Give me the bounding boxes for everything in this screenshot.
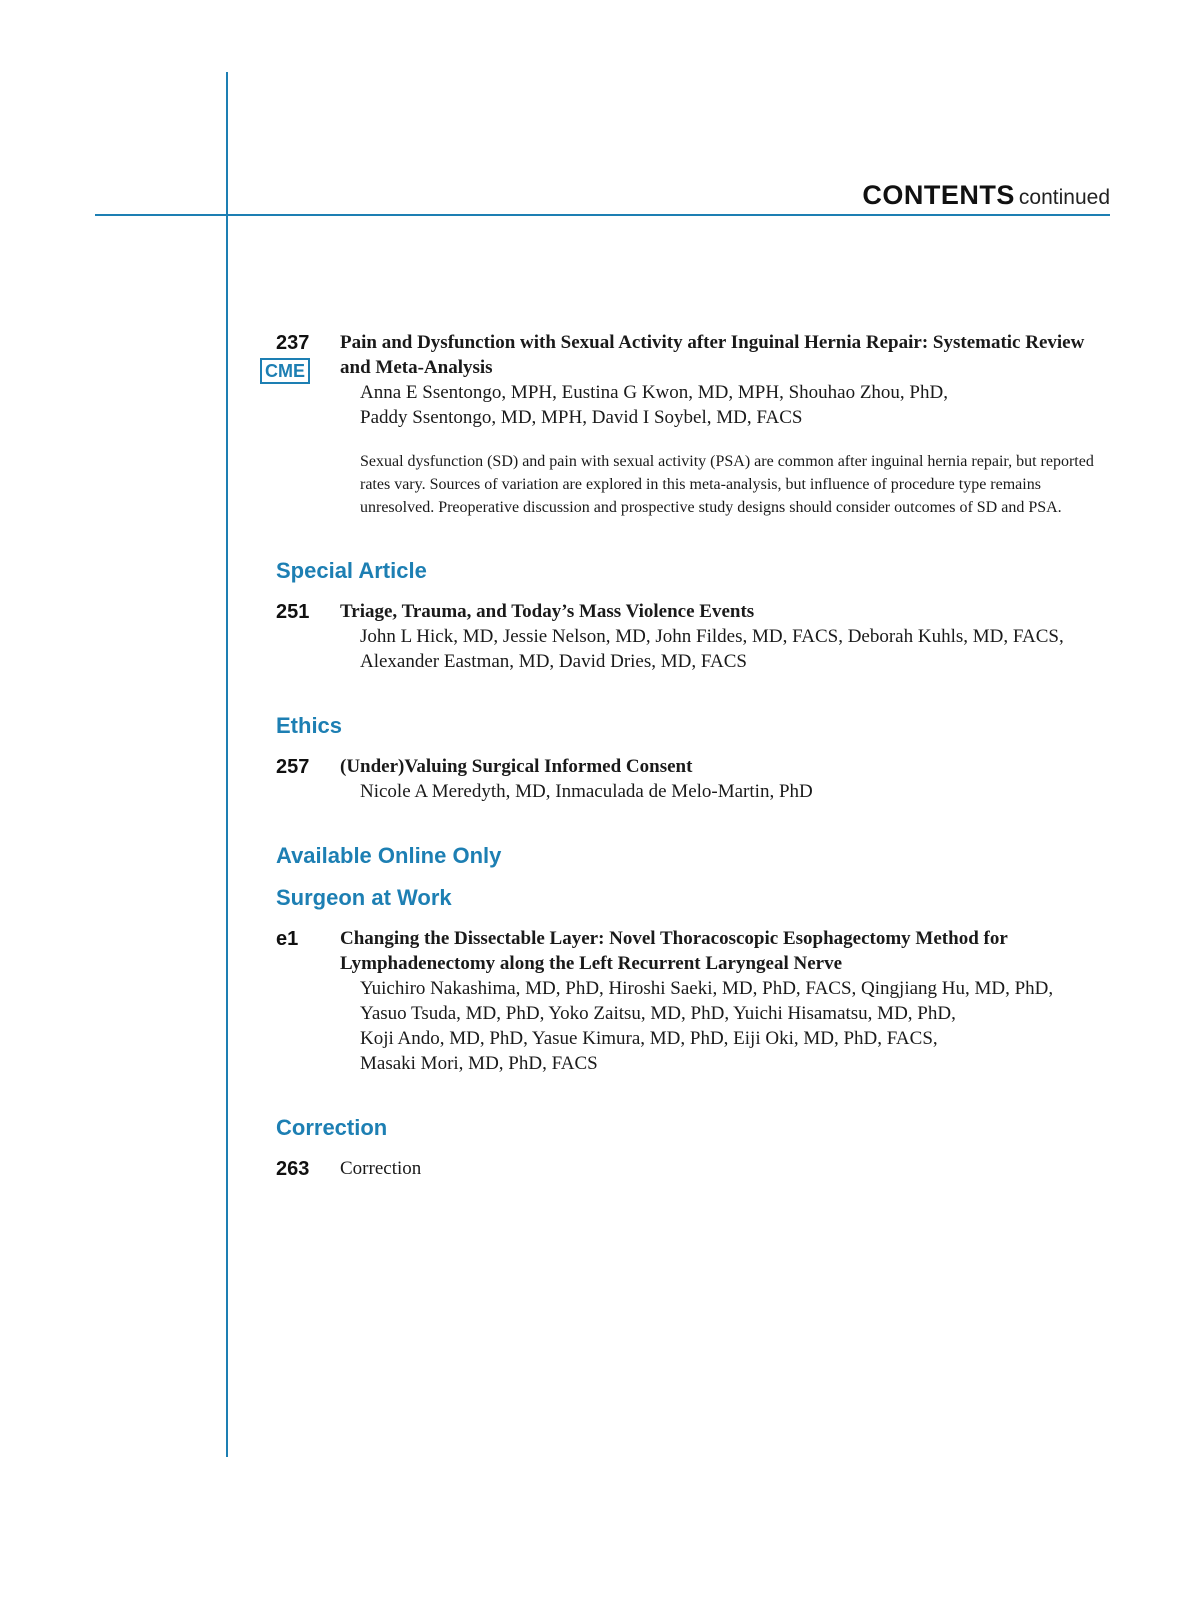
article-authors-line: Yasuo Tsuda, MD, PhD, Yoko Zaitsu, MD, PhD, Yuichi Hisamatsu, MD, PhD, [360, 1003, 956, 1024]
toc-entry-237 [265, 330, 1111, 519]
article-title[interactable]: Triage, Trauma, and Today’s Mass Violence Events [340, 601, 755, 622]
toc-entry-e1 [276, 926, 1111, 1076]
article-title[interactable]: Correction [340, 1158, 422, 1179]
page-number: 257 [276, 756, 310, 778]
section-heading-surgeon-at-work: Surgeon at Work [276, 885, 452, 910]
contents-list [265, 330, 1111, 1181]
article-title[interactable]: Pain and Dysfunction with Sexual Activity after Inguinal Hernia Repair: Systematic Review and Meta-Analysis [340, 332, 1085, 378]
page-number: e1 [276, 928, 299, 950]
article-authors-line: Nicole A Meredyth, MD, Inmaculada de Melo-Martin, PhD [360, 781, 813, 802]
cme-badge: CME [260, 358, 310, 384]
page-number: 237 [276, 332, 310, 354]
page-header [862, 180, 1110, 211]
section-heading-ethics: Ethics [276, 713, 343, 738]
article-authors-line: Paddy Ssentongo, MD, MPH, David I Soybel, MD, FACS [360, 407, 803, 428]
section-heading-available-online-only: Available Online Only [276, 843, 502, 868]
page-number: 251 [276, 601, 310, 623]
article-authors-line: John L Hick, MD, Jessie Nelson, MD, John Fildes, MD, FACS, Deborah Kuhls, MD, FACS, [360, 626, 1064, 647]
header-subtitle: continued [1018, 186, 1110, 209]
page-number: 263 [276, 1158, 310, 1180]
toc-entry-257 [276, 754, 1111, 804]
horizontal-rule [95, 214, 1110, 216]
article-authors-line: Alexander Eastman, MD, David Dries, MD, FACS [360, 651, 747, 672]
article-title[interactable]: (Under)Valuing Surgical Informed Consent [340, 756, 693, 777]
toc-entry-263 [276, 1156, 1111, 1181]
vertical-rule [226, 72, 228, 1457]
header-title: CONTENTS [862, 180, 1015, 210]
toc-entry-251 [276, 599, 1111, 674]
article-abstract: Sexual dysfunction (SD) and pain with sexual activity (PSA) are common after inguinal hernia repair, but reported rates vary. Sources of variation are explored in this meta-analysis, but influence of procedure type remains unresolved. Preoperative discussion and prospective study designs should consider outcomes of SD and PSA. [360, 453, 1094, 516]
section-heading-special-article: Special Article [276, 558, 427, 583]
article-authors-line: Koji Ando, MD, PhD, Yasue Kimura, MD, PhD, Eiji Oki, MD, PhD, FACS, [360, 1028, 938, 1049]
article-title[interactable]: Changing the Dissectable Layer: Novel Thoracoscopic Esophagectomy Method for Lymphadenectomy along the Left Recurrent Laryngeal Nerve [340, 928, 1008, 974]
article-authors-line: Anna E Ssentongo, MPH, Eustina G Kwon, MD, MPH, Shouhao Zhou, PhD, [360, 382, 948, 403]
article-authors-line: Masaki Mori, MD, PhD, FACS [360, 1053, 598, 1074]
article-authors-line: Yuichiro Nakashima, MD, PhD, Hiroshi Saeki, MD, PhD, FACS, Qingjiang Hu, MD, PhD, [360, 978, 1054, 999]
section-heading-correction: Correction [276, 1115, 388, 1140]
